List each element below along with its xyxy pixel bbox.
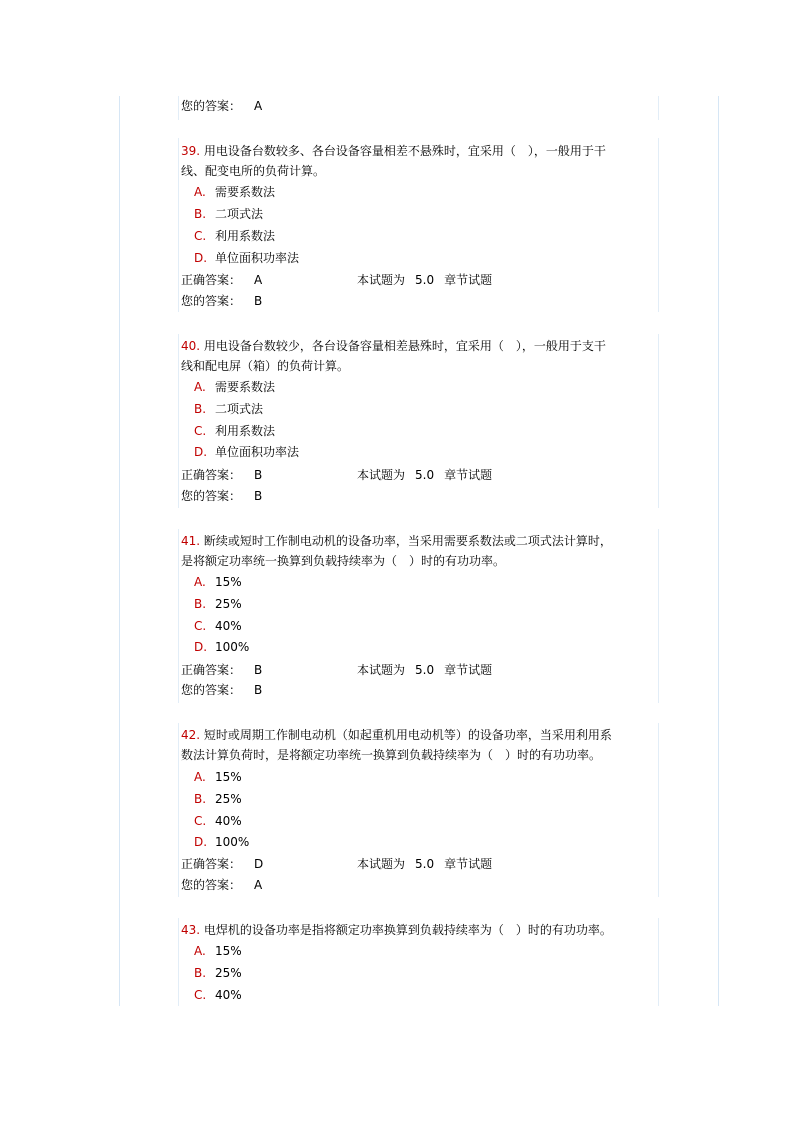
question-stem bbox=[181, 144, 606, 158]
option-d: D. 单位面积功率法 bbox=[194, 251, 300, 265]
question-meta: 本试题为 5.0 章节试题 bbox=[357, 857, 493, 871]
question-number: 43. bbox=[181, 923, 201, 937]
block-border-left bbox=[178, 723, 179, 897]
question-meta: 本试题为 5.0 章节试题 bbox=[357, 273, 493, 287]
your-answer-label: 您的答案： bbox=[181, 99, 242, 113]
option-b: B. 25% bbox=[194, 792, 242, 806]
question-number: 39. bbox=[181, 144, 201, 158]
block-border-right bbox=[658, 918, 659, 1006]
question-text: 用电设备台数较多、各台设备容量相差不悬殊时，宜采用（ ），一般用于干 bbox=[203, 144, 606, 158]
question-number: 42. bbox=[181, 728, 201, 742]
option-c: C. 40% bbox=[194, 814, 242, 828]
block-border-left bbox=[178, 96, 179, 120]
block-border-right bbox=[658, 529, 659, 703]
option-b: B. 25% bbox=[194, 597, 242, 611]
correct-answer: 正确答案： D bbox=[181, 857, 264, 871]
question-stem bbox=[181, 923, 612, 937]
option-c: C. 40% bbox=[194, 988, 242, 1002]
question-text: 用电设备台数较少，各台设备容量相差悬殊时，宜采用（ ），一般用于支干 bbox=[203, 339, 606, 353]
question-text-cont: 数法计算负荷时，是将额定功率统一换算到负载持续率为（ ）时的有功功率。 bbox=[181, 748, 602, 762]
your-answer: 您的答案： B bbox=[181, 294, 263, 308]
option-b: B. 25% bbox=[194, 966, 242, 980]
page-border-right bbox=[718, 96, 719, 1006]
option-a: A. 需要系数法 bbox=[194, 185, 276, 199]
question-meta: 本试题为 5.0 章节试题 bbox=[357, 468, 493, 482]
prev-your-answer bbox=[181, 99, 262, 113]
block-border-right bbox=[658, 138, 659, 312]
question-stem bbox=[181, 534, 612, 548]
option-b: B. 二项式法 bbox=[194, 402, 264, 416]
correct-answer: 正确答案： B bbox=[181, 663, 263, 677]
option-a: A. 15% bbox=[194, 944, 242, 958]
option-a: A. 15% bbox=[194, 770, 242, 784]
option-a: A. 15% bbox=[194, 575, 242, 589]
question-text-cont: 是将额定功率统一换算到负载持续率为（ ）时的有功功率。 bbox=[181, 554, 506, 568]
option-c: C. 利用系数法 bbox=[194, 229, 276, 243]
option-c: C. 40% bbox=[194, 619, 242, 633]
your-answer: 您的答案： A bbox=[181, 878, 263, 892]
block-border-left bbox=[178, 529, 179, 703]
block-border-right bbox=[658, 96, 659, 120]
your-answer: 您的答案： B bbox=[181, 489, 263, 503]
option-d: D. 100% bbox=[194, 835, 250, 849]
option-d: D. 100% bbox=[194, 640, 250, 654]
your-answer: 您的答案： B bbox=[181, 683, 263, 697]
option-b: B. 二项式法 bbox=[194, 207, 264, 221]
option-a: A. 需要系数法 bbox=[194, 380, 276, 394]
question-stem bbox=[181, 339, 606, 353]
question-meta: 本试题为 5.0 章节试题 bbox=[357, 663, 493, 677]
option-d: D. 单位面积功率法 bbox=[194, 445, 300, 459]
question-text-cont: 线、配变电所的负荷计算。 bbox=[181, 164, 326, 178]
block-border-left bbox=[178, 334, 179, 508]
question-number: 41. bbox=[181, 534, 201, 548]
correct-answer: 正确答案： A bbox=[181, 273, 263, 287]
question-text: 电焊机的设备功率是指将额定功率换算到负载持续率为（ ）时的有功功率。 bbox=[203, 923, 612, 937]
option-c: C. 利用系数法 bbox=[194, 424, 276, 438]
block-border-right bbox=[658, 723, 659, 897]
block-border-left bbox=[178, 918, 179, 1006]
question-text: 断续或短时工作制电动机的设备功率，当采用需要系数法或二项式法计算时， bbox=[203, 534, 612, 548]
question-text: 短时或周期工作制电动机（如起重机用电动机等）的设备功率，当采用利用系 bbox=[203, 728, 612, 742]
page-border-left bbox=[119, 96, 120, 1006]
your-answer-value: A bbox=[254, 99, 263, 113]
question-number: 40. bbox=[181, 339, 201, 353]
question-text-cont: 线和配电屏（箱）的负荷计算。 bbox=[181, 359, 350, 373]
block-border-left bbox=[178, 138, 179, 312]
correct-answer: 正确答案： B bbox=[181, 468, 263, 482]
block-border-right bbox=[658, 334, 659, 508]
question-stem bbox=[181, 728, 612, 742]
